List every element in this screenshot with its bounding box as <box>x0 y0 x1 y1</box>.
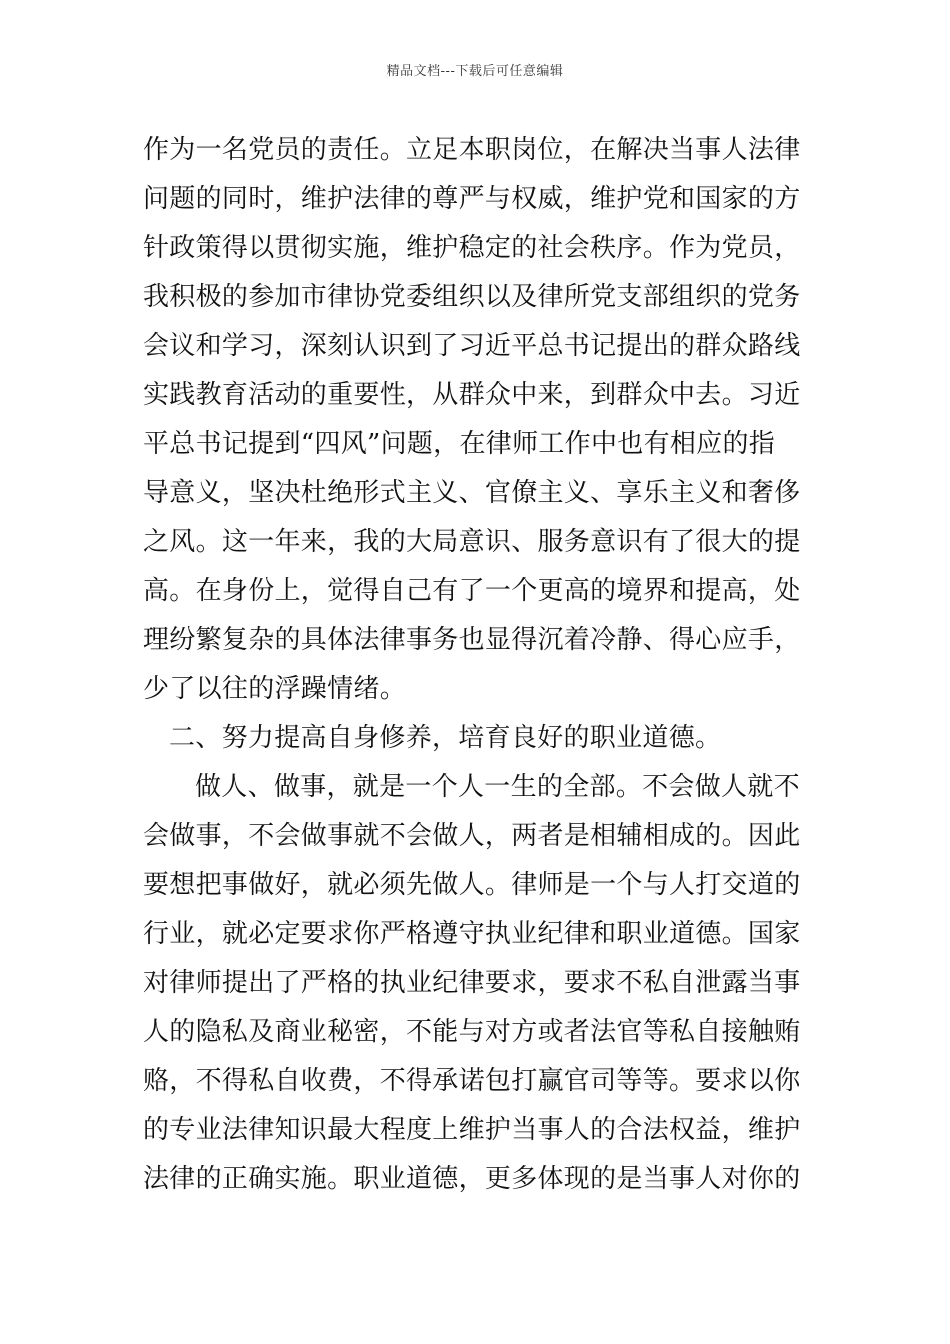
paragraph-line: 人的隐私及商业秘密，不能与对方或者法官等私自接触贿 <box>143 1017 801 1047</box>
paragraph-line: 法律的正确实施。职业道德，更多体现的是当事人对你的 <box>143 1164 801 1194</box>
paragraph-line: 作为一名党员的责任。立足本职岗位，在解决当事人法律 <box>143 135 801 165</box>
paragraph-line: 做人、做事，就是一个人一生的全部。不会做人就不 <box>195 772 800 802</box>
page-header: 精品文档---下载后可任意编辑 <box>386 64 564 79</box>
paragraph-line: 高。在身份上，觉得自己有了一个更高的境界和提高，处 <box>143 576 801 606</box>
paragraph-line: 我积极的参加市律协党委组织以及律所党支部组织的党务 <box>143 282 801 312</box>
paragraph-line: 行业，就必定要求你严格遵守执业纪律和职业道德。国家 <box>143 919 801 949</box>
paragraph-line: 对律师提出了严格的执业纪律要求，要求不私自泄露当事 <box>143 968 801 998</box>
paragraph-line: 要想把事做好，就必须先做人。律师是一个与人打交道的 <box>143 870 801 900</box>
paragraph-line: 针政策得以贯彻实施，维护稳定的社会秩序。作为党员， <box>143 233 801 263</box>
paragraph-line: 实践教育活动的重要性，从群众中来，到群众中去。习近 <box>143 380 801 410</box>
paragraph-line: 问题的同时，维护法律的尊严与权威，维护党和国家的方 <box>143 184 801 214</box>
document-body <box>143 126 811 1204</box>
paragraph-line: 理纷繁复杂的具体法律事务也显得沉着冷静、得心应手， <box>143 625 801 655</box>
paragraph-line: 会做事，不会做事就不会做人，两者是相辅相成的。因此 <box>143 821 801 851</box>
paragraph-line: 会议和学习，深刻认识到了习近平总书记提出的群众路线 <box>143 331 801 361</box>
section-heading: 二、努力提高自身修养，培育良好的职业道德。 <box>169 723 722 753</box>
paragraph-line: 少了以往的浮躁情绪。 <box>143 674 407 704</box>
paragraph-line: 的专业法律知识最大程度上维护当事人的合法权益，维护 <box>143 1115 801 1145</box>
paragraph-line: 平总书记提到“四风”问题，在律师工作中也有相应的指 <box>143 429 776 459</box>
paragraph-line: 赂，不得私自收费，不得承诺包打赢官司等等。要求以你 <box>143 1066 801 1096</box>
paragraph-line: 之风。这一年来，我的大局意识、服务意识有了很大的提 <box>143 527 801 557</box>
paragraph-line: 导意义，坚决杜绝形式主义、官僚主义、享乐主义和奢侈 <box>143 478 801 508</box>
